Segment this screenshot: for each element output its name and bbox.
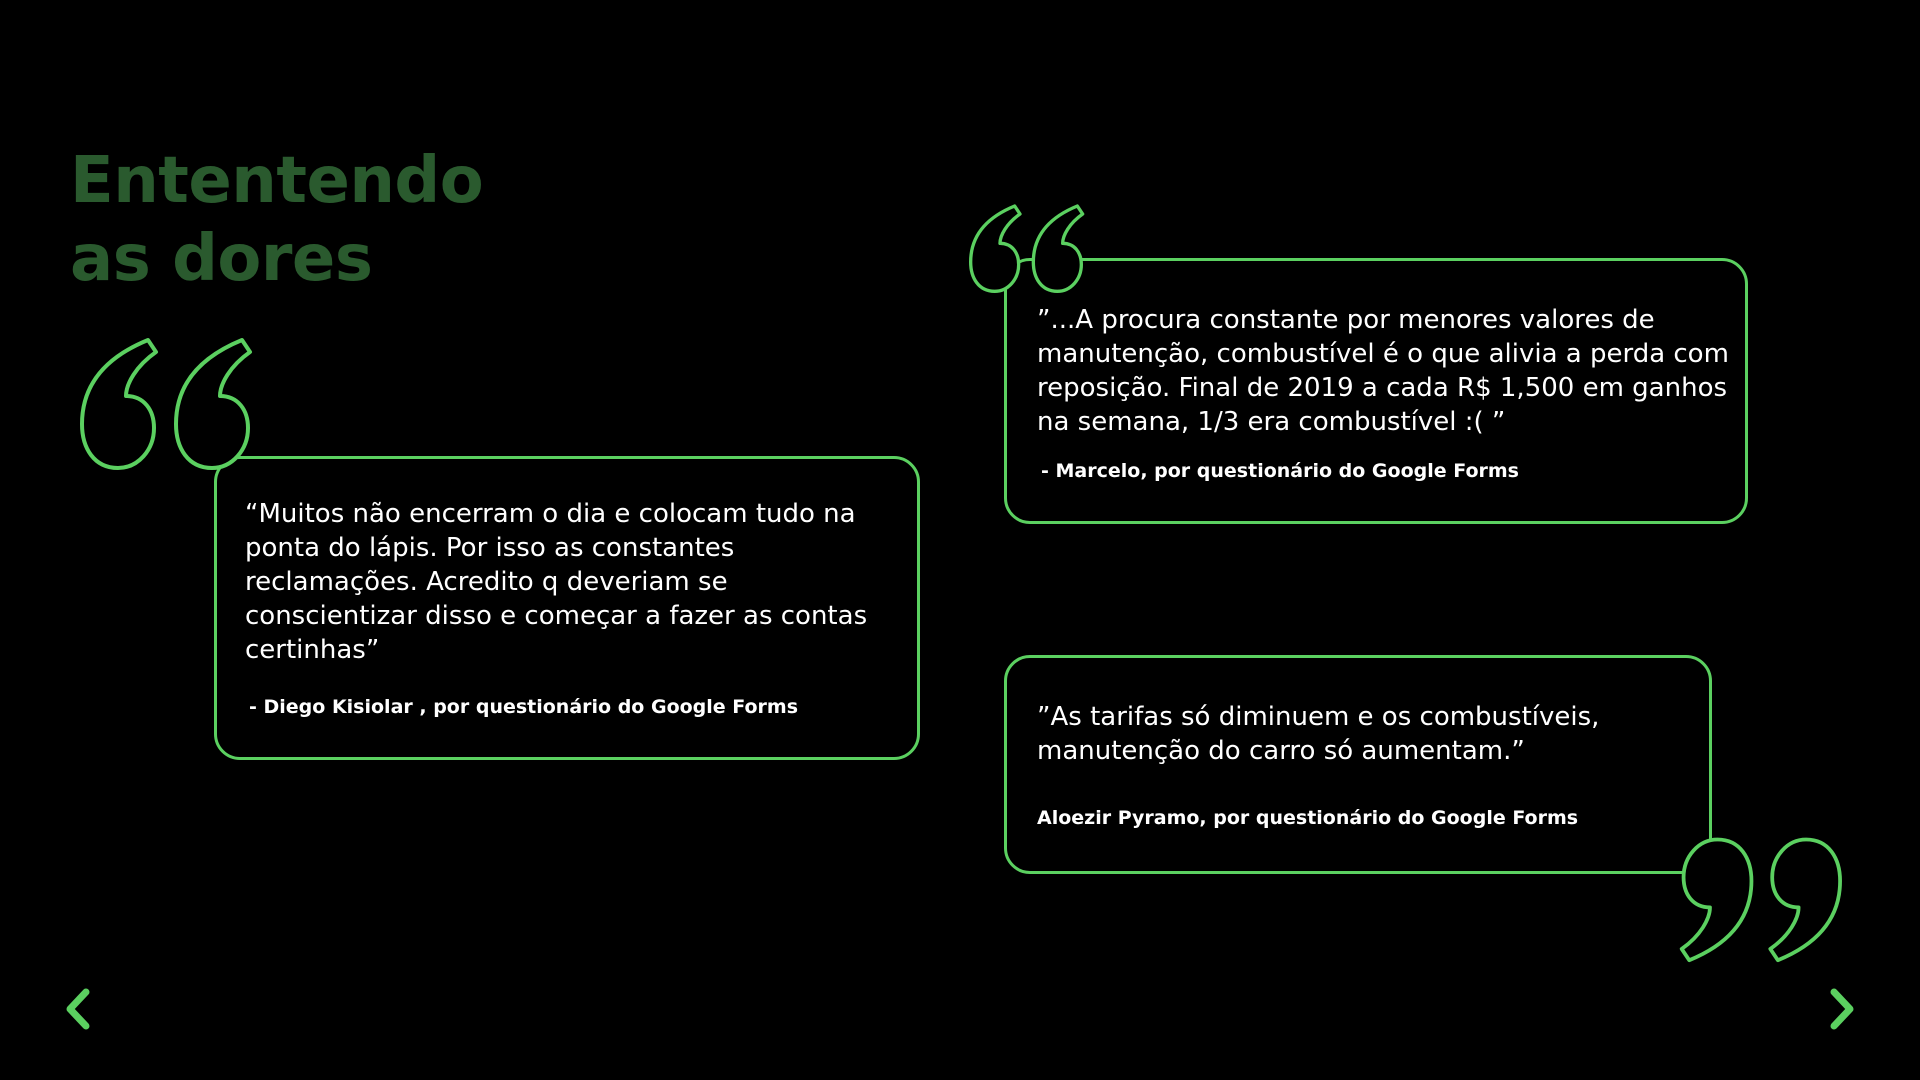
quote-card-marcelo (1004, 258, 1748, 524)
quote-text: ”As tarifas só diminuem e os combustíveis, manutenção do carro só aumentam.” (1037, 702, 1600, 766)
slide-title-line-1: Ententendo (70, 144, 484, 218)
quote-author: Aloezir Pyramo, por questionário do Google Forms (1037, 807, 1579, 829)
quote-card-diego (214, 456, 920, 760)
quote-text: ”...A procura constante por menores valores de manutenção, combustível é o que alivia a perda com reposição. Final de 2019 a cada R$ 1,500 em ganhos na semana, 1/3 era combustível :( ” (1037, 305, 1729, 437)
slide-title (70, 142, 483, 298)
quote-author: - Diego Kisiolar , por questionário do Google Forms (249, 696, 799, 718)
quote-author: - Marcelo, por questionário do Google Forms (1041, 460, 1519, 482)
slide-title-line-2: as dores (70, 222, 373, 296)
chevron-left-icon[interactable] (60, 986, 96, 1032)
quote-card-aloezir (1004, 655, 1712, 874)
open-quote-icon (968, 202, 1088, 298)
chevron-right-icon[interactable] (1824, 986, 1860, 1032)
close-quote-icon (1674, 832, 1844, 964)
quote-text: “Muitos não encerram o dia e colocam tudo na ponta do lápis. Por isso as constantes reclamações. Acredito q deveriam se conscientizar disso e começar a fazer as contas certinhas” (245, 499, 868, 665)
open-quote-icon (78, 336, 258, 476)
